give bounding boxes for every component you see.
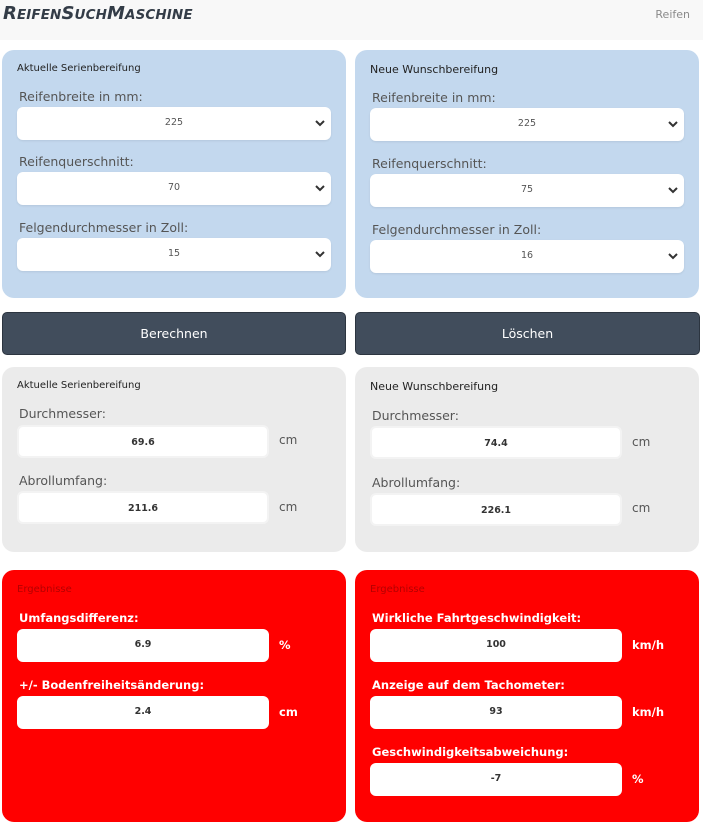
diameter-unit: cm — [632, 435, 651, 449]
current-result-card — [2, 367, 346, 552]
card-title: Aktuelle Serienbereifung — [17, 63, 141, 74]
card-title: Neue Wunschbereifung — [370, 380, 499, 393]
output-value: -7 — [490, 773, 502, 784]
selected-value: 75 — [520, 184, 534, 195]
deviation-label: Geschwindigkeitsabweichung: — [372, 745, 569, 759]
output-value: 6.9 — [134, 639, 152, 650]
circumference-unit: cm — [632, 501, 651, 515]
output-value: 211.6 — [127, 503, 159, 514]
diameter-output — [17, 425, 269, 458]
profile-label: Reifenquerschnitt: — [19, 154, 134, 169]
clearance-output — [17, 696, 269, 729]
width-select[interactable] — [370, 108, 684, 141]
results-left-card — [2, 570, 346, 822]
chevron-down-icon — [667, 250, 679, 262]
width-select[interactable] — [17, 107, 331, 140]
chevron-down-icon — [314, 182, 326, 194]
diameter-unit: cm — [279, 433, 298, 447]
selected-value: 16 — [520, 250, 534, 261]
real-speed-unit: km/h — [632, 638, 665, 652]
output-value: 93 — [489, 706, 503, 717]
real-speed-output — [370, 629, 622, 662]
navbar — [0, 0, 703, 40]
diameter-label: Durchmesser: — [19, 406, 106, 421]
circumference-label: Abrollumfang: — [372, 475, 461, 490]
circumference-label: Abrollumfang: — [19, 473, 108, 488]
circ-diff-label: Umfangsdifferenz: — [19, 611, 139, 625]
chevron-down-icon — [667, 184, 679, 196]
output-value: 74.4 — [484, 438, 508, 449]
circ-diff-unit: % — [279, 638, 291, 652]
current-tire-card — [2, 50, 346, 298]
rim-label: Felgendurchmesser in Zoll: — [19, 220, 189, 235]
wish-result-card — [355, 367, 699, 552]
nav-link-reifen[interactable]: Reifen — [655, 8, 690, 21]
circumference-output — [17, 491, 269, 524]
deviation-output — [370, 763, 622, 796]
selected-value: 70 — [167, 182, 181, 193]
output-value: 2.4 — [134, 706, 152, 717]
selected-value: 225 — [164, 117, 184, 128]
logo-text: UCH — [74, 7, 108, 23]
width-label: Reifenbreite in mm: — [372, 90, 496, 105]
profile-select[interactable] — [17, 172, 331, 205]
circumference-output — [370, 493, 622, 526]
output-value: 226.1 — [480, 505, 512, 516]
chevron-down-icon — [314, 117, 326, 129]
logo-text: EIFEN — [16, 7, 62, 23]
clearance-label: +/- Bodenfreiheitsänderung: — [19, 678, 205, 692]
logo-letter: M — [107, 3, 126, 24]
clear-button[interactable]: Löschen — [355, 312, 700, 355]
chevron-down-icon — [667, 118, 679, 130]
card-title: Ergebnisse — [370, 584, 425, 595]
circ-diff-output — [17, 629, 269, 662]
rim-label: Felgendurchmesser in Zoll: — [372, 222, 542, 237]
output-value: 100 — [486, 639, 506, 650]
selected-value: 225 — [517, 118, 537, 129]
results-right-card — [355, 570, 699, 822]
rim-select[interactable] — [17, 238, 331, 271]
tacho-unit: km/h — [632, 705, 665, 719]
profile-select[interactable] — [370, 174, 684, 207]
selected-value: 15 — [167, 248, 181, 259]
diameter-output — [370, 426, 622, 459]
output-value: 69.6 — [131, 437, 155, 448]
calculate-button[interactable]: Berechnen — [2, 312, 346, 355]
logo-letter: S — [61, 3, 75, 24]
rim-select[interactable] — [370, 240, 684, 273]
profile-label: Reifenquerschnitt: — [372, 156, 487, 171]
card-title: Neue Wunschbereifung — [370, 63, 499, 76]
card-title: Aktuelle Serienbereifung — [17, 380, 141, 391]
wish-tire-card — [355, 50, 699, 298]
circumference-unit: cm — [279, 500, 298, 514]
tacho-output — [370, 696, 622, 729]
chevron-down-icon — [314, 248, 326, 260]
width-label: Reifenbreite in mm: — [19, 89, 143, 104]
tacho-label: Anzeige auf dem Tachometer: — [372, 678, 565, 692]
diameter-label: Durchmesser: — [372, 408, 459, 423]
brand-logo[interactable] — [3, 3, 193, 24]
deviation-unit: % — [632, 772, 644, 786]
logo-letter: R — [3, 3, 17, 24]
clearance-unit: cm — [279, 705, 298, 719]
card-title: Ergebnisse — [17, 584, 72, 595]
real-speed-label: Wirkliche Fahrtgeschwindigkeit: — [372, 611, 582, 625]
logo-text: ASCHINE — [125, 7, 193, 23]
